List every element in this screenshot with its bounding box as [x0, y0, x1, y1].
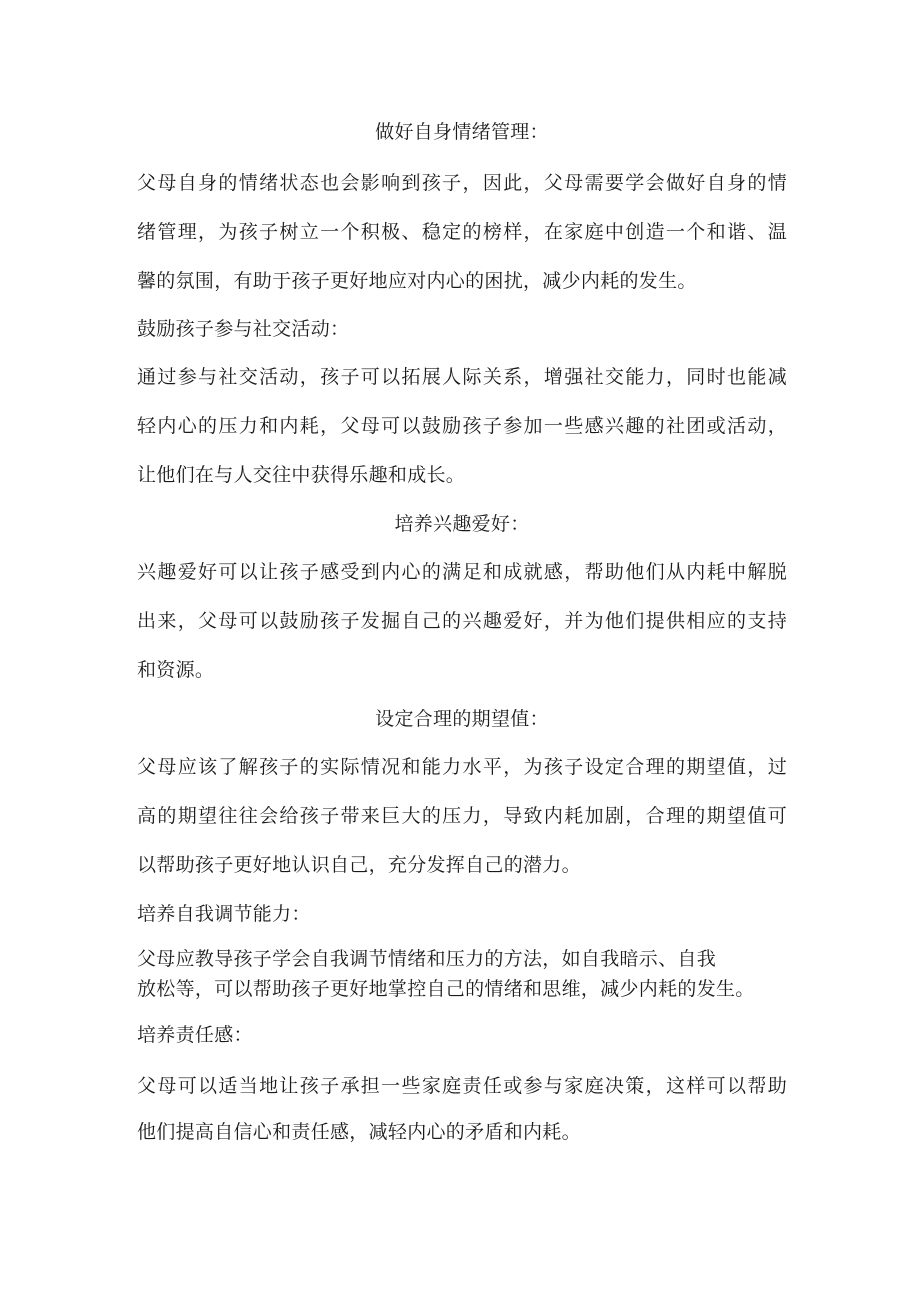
paragraph-line: 父母应该了解孩子的实际情况和能力水平，为孩子设定合理的期望值，过 [137, 756, 787, 778]
paragraph-line: 绪管理，为孩子树立一个积极、稳定的榜样，在家庭中创造一个和谐、温 [137, 221, 787, 243]
paragraph-line: 以帮助孩子更好地认识自己，充分发挥自己的潜力。 [137, 854, 581, 876]
paragraph-line: 父母自身的情绪状态也会影响到孩子，因此，父母需要学会做好自身的情 [137, 172, 787, 194]
paragraph-line: 通过参与社交活动，孩子可以拓展人际关系，增强社交能力，同时也能减 [137, 366, 787, 388]
paragraph-line: 馨的氛围，有助于孩子更好地应对内心的困扰，减少内耗的发生。 [137, 270, 697, 292]
paragraph-line: 轻内心的压力和内耗，父母可以鼓励孩子参加一些感兴趣的社团或活动， [137, 415, 787, 437]
paragraph-line: 出来，父母可以鼓励孩子发掘自己的兴趣爱好，并为他们提供相应的支持 [137, 610, 787, 632]
section-heading: 设定合理的期望值： [375, 708, 549, 730]
section-heading: 做好自身情绪管理： [375, 121, 549, 143]
paragraph-line: 他们提高自信心和责任感，减轻内心的矛盾和内耗。 [137, 1121, 581, 1143]
section-heading: 鼓励孩子参与社交活动： [137, 318, 350, 340]
paragraph-line: 兴趣爱好可以让孩子感受到内心的满足和成就感，帮助他们从内耗中解脱 [137, 561, 787, 583]
paragraph-line: 父母应教导孩子学会自我调节情绪和压力的方法，如自我暗示、自我 [137, 948, 717, 970]
paragraph-line: 父母可以适当地让孩子承担一些家庭责任或参与家庭决策，这样可以帮助 [137, 1075, 787, 1097]
paragraph-line: 让他们在与人交往中获得乐趣和成长。 [137, 464, 466, 486]
paragraph-line: 高的期望往往会给孩子带来巨大的压力，导致内耗加剧，合理的期望值可 [137, 805, 787, 827]
paragraph-line: 放松等，可以帮助孩子更好地掌控自己的情绪和思维，减少内耗的发生。 [137, 978, 755, 1000]
section-heading: 培养自我调节能力： [137, 903, 311, 925]
section-heading: 培养责任感： [137, 1024, 253, 1046]
section-heading: 培养兴趣爱好： [394, 513, 530, 535]
paragraph-line: 和资源。 [137, 659, 215, 681]
